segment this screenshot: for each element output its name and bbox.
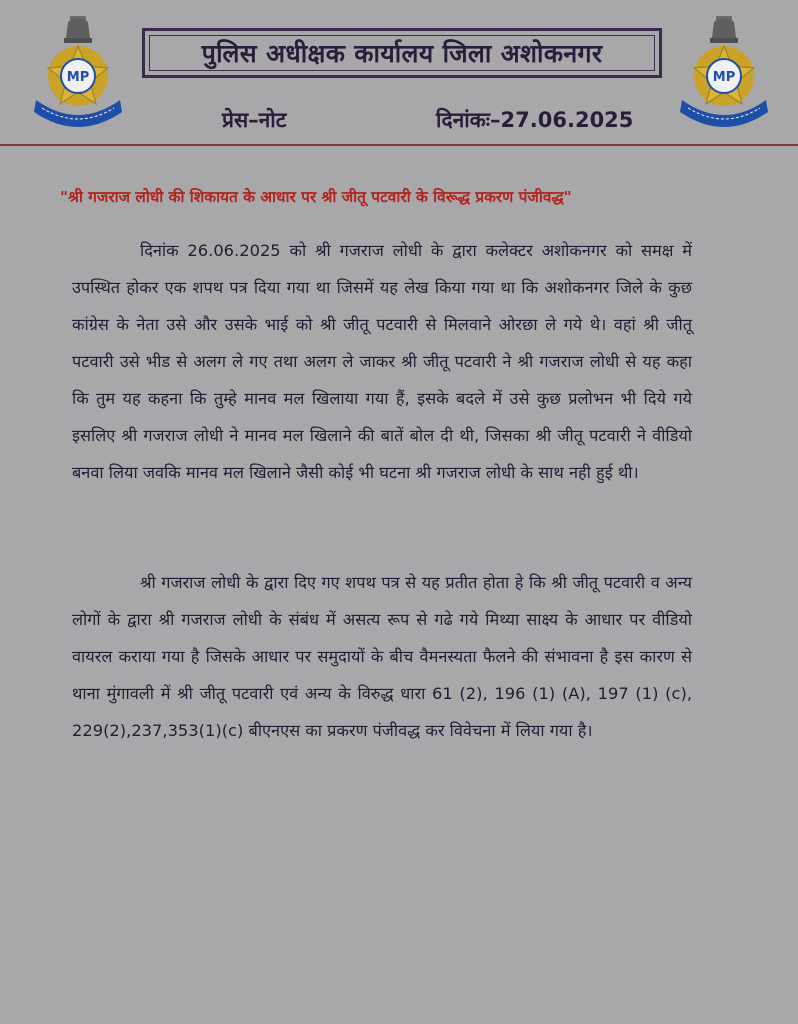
mp-police-emblem-icon [676, 12, 772, 130]
headline: "श्री गजराज लोधी की शिकायत के आधार पर श्री जीतू पटवारी के विरूद्ध प्रकरण पंजीवद्ध" [60, 188, 572, 206]
title-box [142, 28, 662, 78]
paragraph-2 [72, 564, 692, 749]
header-divider [0, 144, 798, 146]
paragraph-1-text: दिनांक 26.06.2025 को श्री गजराज लोधी के द्वारा कलेक्टर अशोकनगर को समक्ष में उपस्थित होकर एक शपथ पत्र दिया गया था जिसमें यह लेख किया गया था कि अशोकनगर जिले के कुछ कांग्रेस के नेता उसे और उसके भाई को श्री जीतू पटवारी से मिलवाने ओरछा ले गये थे। वहां श्री जीतू पटवारी उसे भीड से अलग ले गए तथा अलग ले जाकर श्री जीतू पटवारी ने श्री गजराज लोधी से यह कहा कि तुम यह कहना कि तुम्हे मानव मल खिलाया गया हैं, इसके बदले में उसे कुछ प्रलोभन भी दिये गये इसलिए श्री गजराज लोधी ने मानव मल खिलाने की बातें बोल दी थी, जिसका श्री जीतू पटवारी ने वीडियो बनवा लिया जवकि मानव मल खिलाने जैसी कोई भी घटना श्री गजराज लोधी के साथ नही हुई थी। [72, 241, 692, 482]
paragraph-1 [72, 232, 692, 491]
svg-text:MP: MP [66, 70, 90, 85]
office-title: पुलिस अधीक्षक कार्यालय जिला अशोकनगर [201, 39, 603, 68]
paragraph-2-text: श्री गजराज लोधी के द्वारा दिए गए शपथ पत्र से यह प्रतीत होता हे कि श्री जीतू पटवारी व अन्य लोगों के द्वारा श्री गजराज लोधी के संबंध में असत्य रूप से गढे गये मिथ्या साक्ष्य के आधार पर वीडियो वायरल कराया गया है जिसके आधार पर समुदायों के बीच वैमनस्यता फैलने की संभावना है इस कारण से थाना मुंगावली में श्री जीतू पटवारी एवं अन्य के विरुद्ध धारा 61 (2), 196 (1) (A), 197 (1) (c), 229(2),237,353(1)(c) बीएनएस का प्रकरण पंजीवद्ध कर विवेचना में लिया गया है। [72, 573, 692, 740]
date-line: दिनांकः–27.06.2025 [436, 108, 634, 132]
svg-text:MP: MP [712, 70, 736, 85]
mp-police-emblem-icon [30, 12, 126, 130]
press-note-label: प्रेस–नोट [222, 108, 287, 132]
